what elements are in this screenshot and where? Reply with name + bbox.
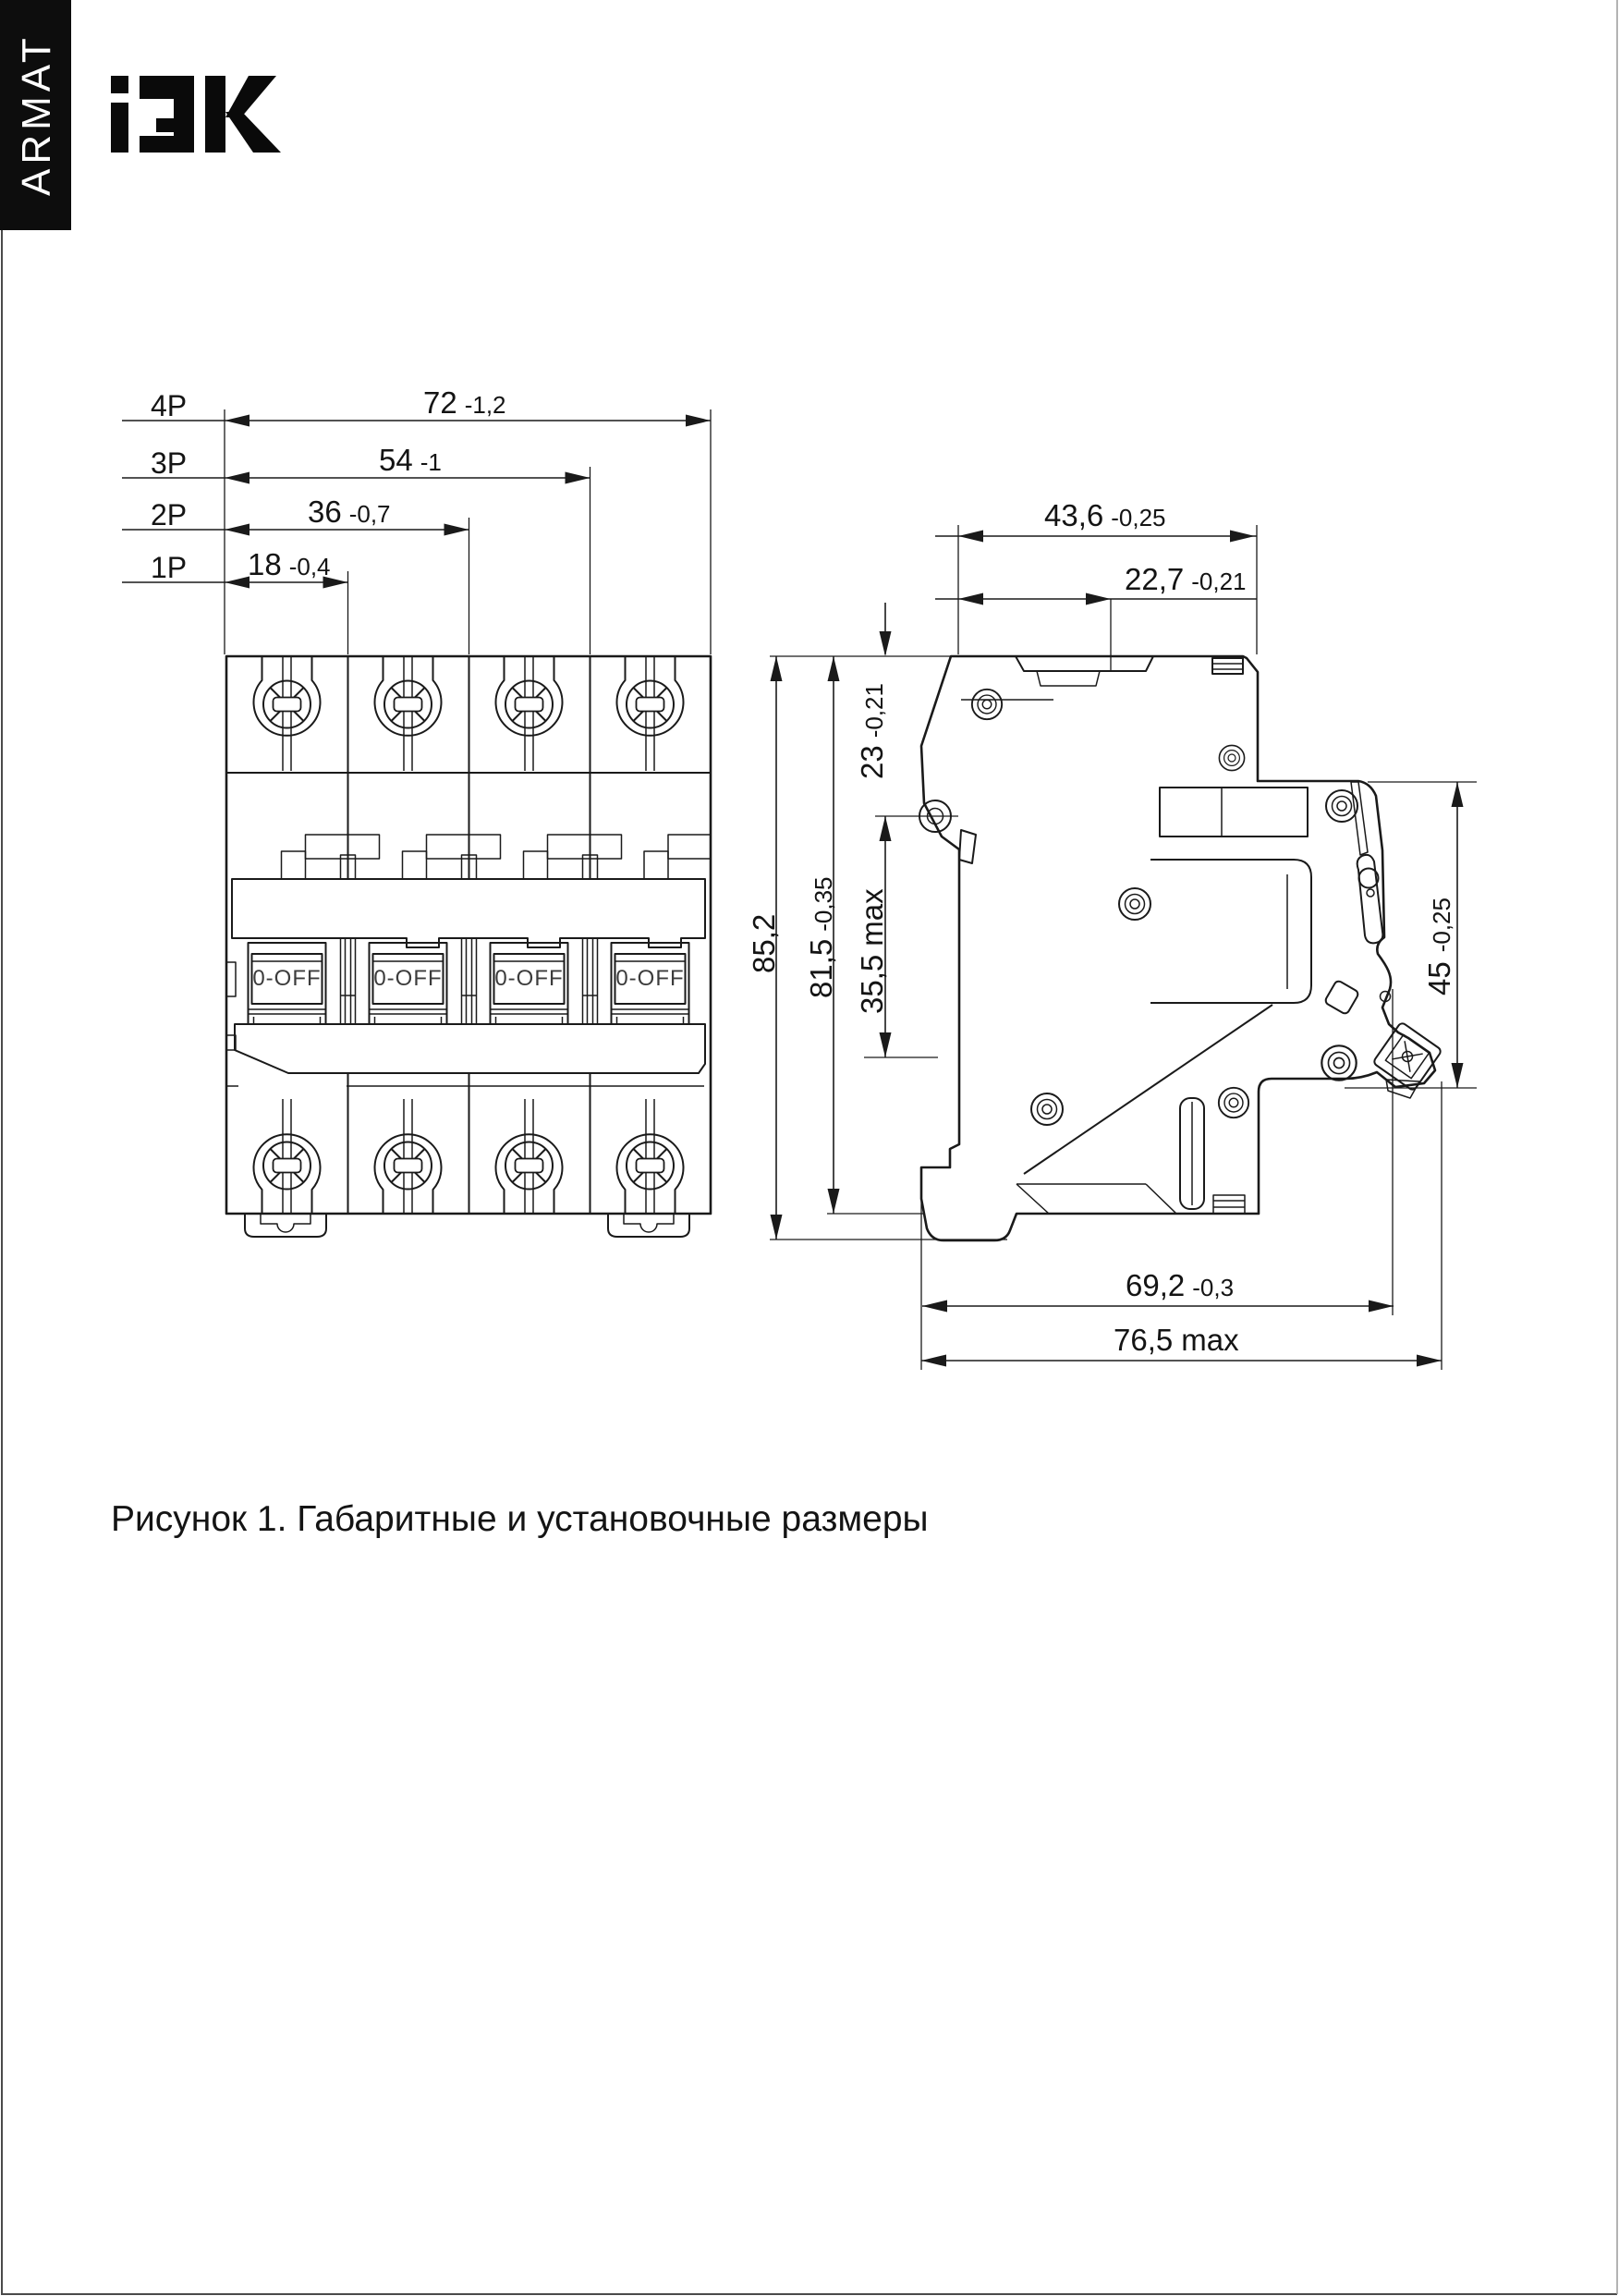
- sidebar-series-label: ARMAT: [14, 33, 59, 196]
- din-foot: [608, 1214, 689, 1237]
- dim-body-depth: 69,2 -0,3: [1126, 1268, 1235, 1302]
- handle-recess: [961, 656, 1153, 700]
- pole-label-1p: 1P: [151, 551, 188, 584]
- side-body-outline: [921, 656, 1435, 1240]
- dim-overall-height: 85,2: [747, 913, 781, 973]
- front-dimensions: [122, 385, 711, 654]
- dim-width-1p: 18 -0,4: [248, 547, 331, 581]
- dim-top-width: 43,6 -0,25: [1044, 498, 1166, 532]
- pole-label-3p: 3P: [151, 446, 188, 480]
- rivet: [972, 690, 1002, 719]
- dim-max-depth: 76,5 max: [1114, 1323, 1239, 1357]
- front-view: [226, 656, 711, 1237]
- handle-state-label: 0-OFF: [615, 966, 685, 991]
- pole-label-4p: 4P: [151, 389, 188, 422]
- handle-state-label: 0-OFF: [494, 966, 564, 991]
- din-foot: [245, 1214, 326, 1237]
- internal-cavity: [1024, 860, 1311, 1174]
- rail-lip-block: [1160, 788, 1308, 837]
- handle-state-label: 0-OFF: [373, 966, 443, 991]
- side-dimensions: [747, 498, 1477, 1370]
- dim-width-3p: 54 -1: [379, 443, 442, 477]
- dim-body-height: 81,5-0,35: [804, 876, 838, 998]
- dim-rail-height: 45-0,25: [1422, 898, 1456, 995]
- brand-sidebar: [0, 0, 71, 230]
- dim-pin-offset: 23-0,21: [855, 683, 889, 779]
- tie-bar: [235, 1024, 705, 1073]
- pole-label-2p: 2P: [151, 498, 188, 531]
- rivet: [1119, 888, 1150, 920]
- rivet: [1219, 745, 1244, 770]
- corner-clip: [1212, 658, 1243, 674]
- collar-band: [232, 879, 705, 947]
- page-border: [2, 0, 1617, 2295]
- toggle-handles: [249, 938, 689, 1024]
- rivet: [1321, 1045, 1356, 1080]
- lower-slot: [1180, 1098, 1245, 1214]
- rivet: [1219, 1088, 1248, 1117]
- module-dividers: [348, 656, 590, 1214]
- din-clip: [1016, 1184, 1176, 1214]
- rivet: [1031, 1093, 1063, 1125]
- trip-lever: [1324, 782, 1391, 1015]
- dim-width-2p: 36 -0,7: [308, 495, 391, 529]
- left-slot: [226, 962, 236, 996]
- busbar-tabs: [282, 835, 712, 879]
- side-view: [919, 656, 1442, 1240]
- figure-caption: Рисунок 1. Габаритные и установочные размеры: [111, 1499, 929, 1539]
- dim-width-4p: 72 -1,2: [423, 385, 506, 420]
- iek-logo-icon: [111, 76, 281, 153]
- handle-state-label: 0-OFF: [252, 966, 322, 991]
- dim-recess-offset: 22,7 -0,21: [1125, 562, 1247, 596]
- dim-rail-zone: 35,5max: [855, 888, 889, 1014]
